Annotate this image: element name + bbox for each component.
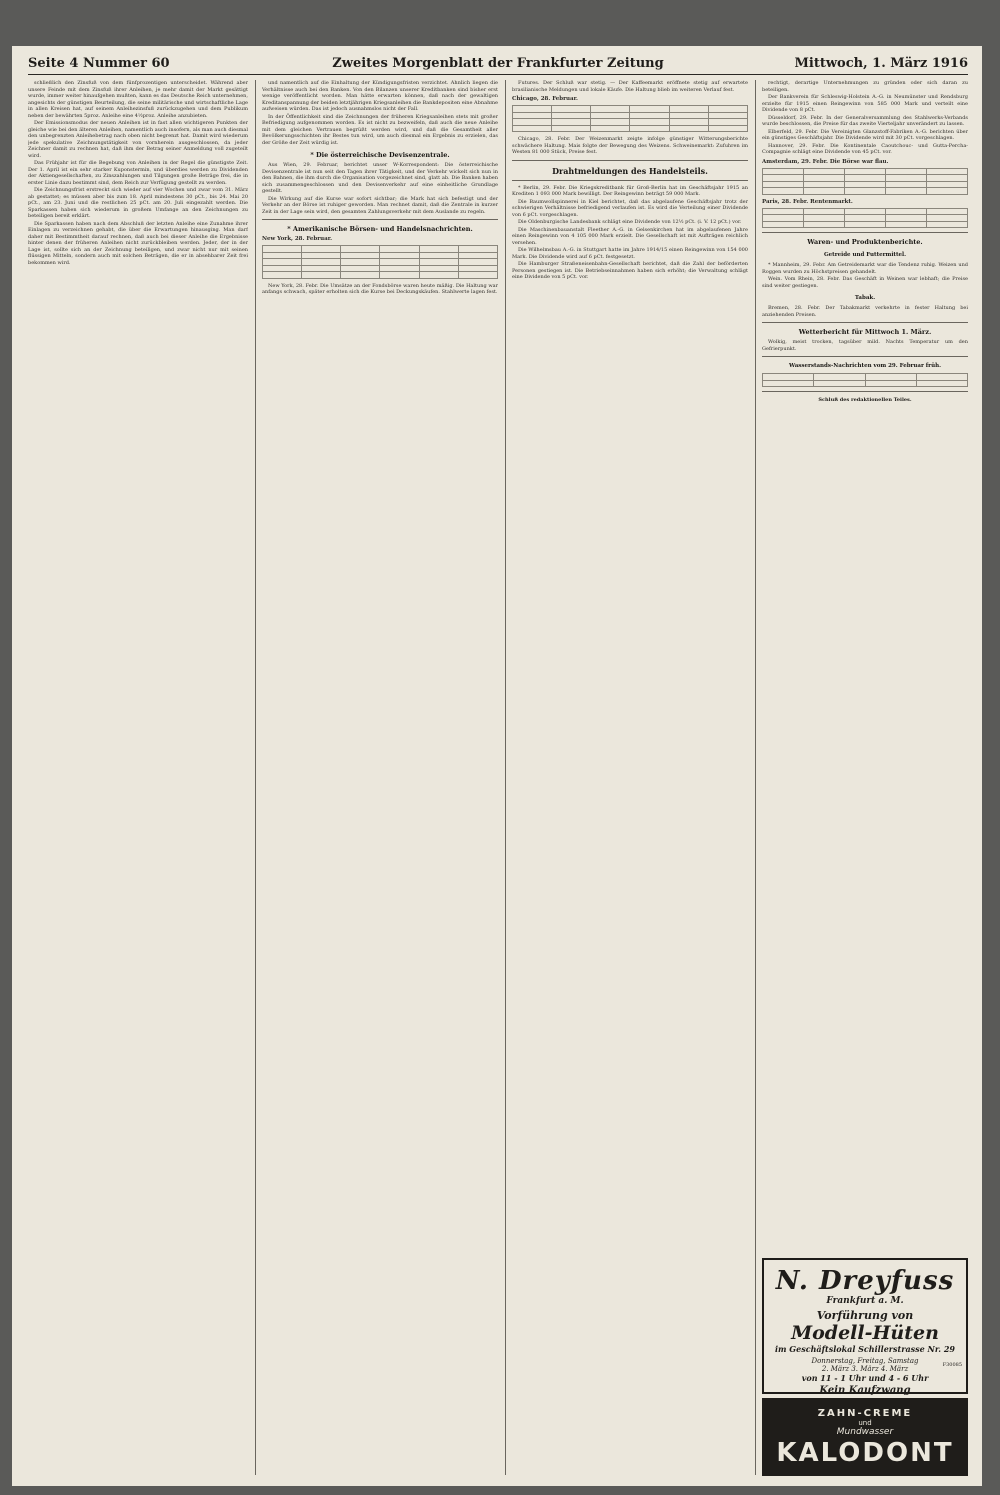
ad-brand: KALODONT	[776, 1438, 954, 1468]
article-paragraph: Futures. Der Schluß war stetig. — Der Kaffeemarkt eröffnete stetig auf erwartete brasilianische Meldungen und lokale Käufe. Die Haltung blieb im weiteren Verlauf fest.	[512, 80, 748, 93]
section-subheading: Tabak.	[854, 295, 876, 301]
article-paragraph: Wein. Vom Rhein, 28. Febr. Das Geschäft in Weinen war lebhaft; die Preise sind weiter gestiegen.	[762, 276, 968, 289]
section-rule	[512, 160, 748, 161]
end-note: Schluß des redaktionellen Teiles.	[818, 397, 912, 403]
section-heading: Drahtmeldungen des Handelsteils.	[552, 165, 708, 176]
section-heading: * Amerikanische Börsen- und Handelsnachrichten.	[287, 225, 473, 233]
article-paragraph: Wolkig, meist trocken, tagsüber mild. Nachts Temperatur um den Gefrierpunkt.	[762, 339, 968, 352]
subheading: Paris, 28. Febr. Rentenmarkt.	[762, 198, 853, 205]
section-subheading: Getreide und Futtermittel.	[823, 252, 907, 258]
masthead: Zweites Morgenblatt der Frankfurter Zeitung	[332, 56, 664, 71]
section-rule	[512, 180, 748, 181]
section-rule	[762, 232, 968, 233]
section-heading: Waren- und Produktenberichte.	[807, 238, 923, 246]
article-paragraph: Der Bankverein für Schleswig-Holstein A.-G. in Neumünster und Rendsburg erzielte für 1915 einen Reingewinn von 585 000 Mark und verteilt eine Dividende von 8 pCt.	[762, 94, 968, 113]
subheading: New York, 28. Februar.	[262, 236, 333, 242]
section-rule	[762, 356, 968, 357]
issue-date: Mittwoch, 1. März 1916	[794, 56, 968, 71]
ad-no-obligation: Kein Kaufzwang	[819, 1385, 911, 1396]
column-4	[762, 80, 968, 1250]
article-paragraph: und namentlich auf die Einhaltung der Kündigungsfristen verzichtet. Ähnlich liegen die Verhältnisse auch bei den Banken. Von den Bilanzen unserer Kreditbanken sind bisher erst wenige veröffentlicht worden. Man hätte erwarten können, daß nach der gewaltigen Kreditanspannung der beiden letztjährigen Kriegsanleihen die Bankdepositen eine Abnahme aufweisen würden. Das ist jedoch ausnahmslos nicht der Fall.	[262, 80, 498, 112]
column-2	[262, 80, 498, 1475]
ad-code: F30085	[942, 1362, 962, 1368]
column-divider	[255, 80, 256, 1475]
subheading: Chicago, 28. Februar.	[512, 96, 578, 102]
article-paragraph: Die Wilhelmsbau A.-G. in Stuttgart hatte im Jahre 1914/15 einen Reingewinn von 154 000 Mark. Die Dividende wird auf 6 pCt. festgesetzt.	[512, 247, 748, 260]
article-paragraph: * Mannheim, 29. Febr. Am Getreidemarkt war die Tendenz ruhig. Weizen und Roggen wurden zu Höchstpreisen gehandelt.	[762, 262, 968, 275]
article-paragraph: Die Zeichnungsfrist erstreckt sich wieder auf vier Wochen und zwar vom 31. März ab gestattet; es müssen aber bis zum 18. April mindestens 30 pCt., bis 24. Mai 20 pCt., am 23. Juni und die restlichen 25 pCt. am 20. Juli eingezahlt werden. Die Sparkassen haben sich wiederum in großem Umfange an den Zeichnungen zu beteiligen bereit erklärt.	[28, 187, 248, 219]
article-paragraph: * Berlin, 29. Febr. Die Kriegskreditbank für Groß-Berlin hat im Geschäftsjahr 1915 an Krediten 1 093 000 Mark bewilligt. Der Reingewinn beträgt 59 000 Mark.	[512, 184, 748, 197]
article-paragraph: Die Maschinenbauanstalt Fleether A.-G. in Gelsenkirchen hat im abgelaufenen Jahre einen Reingewinn von 4 105 000 Mark erzielt. Die Gesellschaft ist mit Aufträgen reichlich versehen.	[512, 226, 748, 246]
article-paragraph: schließlich den Zinsfuß von dem fünfprozentigen unterscheidet. Während aber unsere Feinde mit dem Zinsfuß ihrer Anleihen, je mehr damit der Markt gesättigt wurde, immer weiter hinaufgehen mußten, kann es das Deutsche Reich unternehmen, angesichts der günstigen Beurteilung, die seine militärische und wirtschaftliche Lage in allen Kreisen hat, auf seinem Anleihezinsfuß zurückzugehen und dem Publikum neben der bewährten 5proz. Anleihe eine 4½proz. Anleihe anzubieten.	[28, 80, 248, 119]
article-paragraph: Chicago, 28. Febr. Der Weizenmarkt zeigte infolge günstiger Witterungsberichte schwächere Haltung. Mais folgte der Bewegung des Weizens. Schweinemarkt: Zufuhren im Westen 81 000 Stück, Preise fest.	[512, 136, 748, 155]
ad-arc-text: ZAHN-CREME	[817, 1408, 913, 1419]
price-table	[512, 105, 748, 132]
section-rule	[762, 391, 968, 392]
ad-hours: von 11 - 1 Uhr und 4 - 6 Uhr	[801, 1373, 929, 1383]
section-heading: Wetterbericht für Mittwoch 1. März.	[798, 328, 932, 336]
article-paragraph: New York, 28. Febr. Die Umsätze an der Fondsbörse waren heute mäßig. Die Haltung war anfangs schwach, später erholten sich die Kurse bei Deckungskäufen. Stahlwerte lagen fest.	[262, 282, 498, 295]
ad-headline: Vorführung von	[816, 1309, 914, 1322]
article-paragraph: Das Frühjahr ist für die Begebung von Anleihen in der Regel die günstigste Zeit. Der 1. April ist ein sehr starker Kuponstermin, und überdies werden zu Dividenden der Aktiengesellschaften, zu Zinszahlungen und Tilgungen große Beträge frei, die in erster Linie dazu bestimmt sind, dem Reich zur Verfügung gestellt zu werden.	[28, 160, 248, 186]
ad-dates: 2. März 3. März 4. März	[821, 1365, 909, 1373]
kalodont-advertisement	[762, 1398, 968, 1476]
article-paragraph: In der Öffentlichkeit sind die Zeichnungen der früheren Kriegsanleihen stets mit großer Befriedigung aufgenommen worden. Es ist nicht zu bezweifeln, daß auch die neue Anleihe mit dem gleichen Vertrauen begrüßt werden wird, und daß die Gesamtheit aller Bevölkerungsschichten ihr Bestes tun wird, um auch diesmal ein Ergebnis zu erzielen, das der Größe der Zeit würdig ist.	[262, 113, 498, 146]
section-heading: Wasserstands-Nachrichten vom 29. Februar früh.	[789, 363, 941, 369]
newspaper-page	[12, 46, 982, 1486]
article-paragraph: Die Wirkung auf die Kurse war sofort sichtbar; die Mark hat sich befestigt und der Verkehr an der Börse ist ruhiger geworden. Man rechnet damit, daß die Zentrale in kurzer Zeit in der Lage sein wird, den gesamten Zahlungsverkehr mit dem Auslande zu regeln.	[262, 195, 498, 215]
section-rule	[762, 322, 968, 323]
column-divider	[505, 80, 506, 1475]
page-header	[28, 54, 968, 75]
article-paragraph: Düsseldorf, 29. Febr. In der Generalversammlung des Stahlwerks-Verbands wurde beschlossen, die Preise für das zweite Vierteljahr unverändert zu lassen.	[762, 114, 968, 127]
ad-mouthwash: Mundwasser	[836, 1427, 894, 1437]
column-3	[512, 80, 748, 1475]
article-paragraph: Die Sparkassen haben nach dem Abschluß der letzten Anleihe eine Zunahme ihrer Einlagen zu verzeichnen gehabt, die über die Erwartungen hinausging. Man darf daher mit Bestimmtheit darauf rechnen, daß auch bei dieser Anleihe die Ergebnisse hinter denen der früheren Anleihen nicht zurückbleiben werden. Jeder, der in der Lage ist, sollte sich an der Zeichnung beteiligen, und zwar nicht nur mit seinen flüssigen Mitteln, sondern auch mit solchen Beträgen, die er in absehbarer Zeit frei bekommen wird.	[28, 220, 248, 266]
column-1	[28, 80, 248, 1475]
subheading: Amsterdam, 29. Febr. Die Börse war flau.	[762, 158, 889, 165]
article-paragraph: Die Hamburger Straßeneisenbahn-Gesellschaft berichtet, daß die Zahl der beförderten Personen gestiegen ist. Die Betriebseinnahmen haben sich erhöht; die Verwaltung schlägt eine Dividende von 5 pCt. vor.	[512, 261, 748, 280]
ad-company-name: N. Dreyfuss	[775, 1266, 955, 1296]
article-paragraph: Die Oldenburgische Landesbank schlägt eine Dividende von 12½ pCt. (i. V. 12 pCt.) vor.	[518, 219, 742, 225]
section-rule	[262, 219, 498, 220]
price-table	[762, 208, 968, 229]
article-paragraph: Elberfeld, 29. Febr. Die Vereinigten Glanzstoff-Fabriken A.-G. berichten über ein günstiges Geschäftsjahr. Die Dividende wird mit 30 pCt. vorgeschlagen.	[762, 128, 968, 141]
ad-city: Frankfurt a. M.	[826, 1296, 904, 1306]
ad-product: Modell-Hüten	[791, 1322, 939, 1344]
article-paragraph: Die Baumwollspinnerei in Kiel berichtet, daß das abgelaufene Geschäftsjahr trotz der schwierigen Verhältnisse befriedigend verlaufen ist. Es wird die Verteilung einer Dividende von 6 pCt. vorgeschlagen.	[512, 198, 748, 218]
ad-and: und	[858, 1419, 872, 1427]
article-paragraph: Bremen, 28. Febr. Der Tabakmarkt verkehrte in fester Haltung bei anziehenden Preisen.	[762, 305, 968, 318]
page-number: Seite 4 Nummer 60	[28, 56, 170, 71]
article-paragraph: Der Emissionsmodus der neuen Anleihen ist in fast allen wichtigeren Punkten der gleiche wie bei den älteren Anleihen, namentlich auch insofern, als man auch diesmal den unbegrenzten Anleihebetrag nach oben nicht begrenzt hat. Damit wird wiederum jede spekulative Zeichnungstätigkeit von vornherein ausgeschlossen, da jeder Zeichner damit zu rechnen hat, daß ihm der Betrag seiner Anmeldung voll zugeteilt wird.	[28, 120, 248, 159]
ad-days: Donnerstag, Freitag, Samstag	[811, 1357, 919, 1365]
price-table	[262, 245, 498, 279]
article-paragraph: Aus Wien, 29. Februar, berichtet unser W-Korrespondent: Die österreichische Devisenzentrale ist nun seit den Tagen ihrer Tätigkeit, und der Verkehr wickelt sich nun in den Bahnen, die ihm durch die Organisation vorgezeichnet sind, glatt ab. Die Banken haben sich zusammengeschlossen und den Devisenverkehr auf eine einheitliche Grundlage gestellt.	[262, 162, 498, 194]
ad-location: im Geschäftslokal Schillerstrasse Nr. 29	[774, 1344, 955, 1354]
column-divider	[755, 80, 756, 1475]
article-paragraph: Hannover, 29. Febr. Die Kontinentale Caoutchouc- und Gutta-Percha-Compagnie schlägt eine Dividende von 45 pCt. vor.	[762, 142, 968, 155]
article-paragraph: rechtigt, derartige Unternehmungen zu gründen oder sich daran zu beteiligen.	[762, 80, 968, 93]
section-heading: * Die österreichische Devisenzentrale.	[310, 151, 450, 159]
dreyfuss-advertisement	[762, 1258, 968, 1394]
water-table	[762, 373, 968, 387]
price-table	[762, 168, 968, 195]
